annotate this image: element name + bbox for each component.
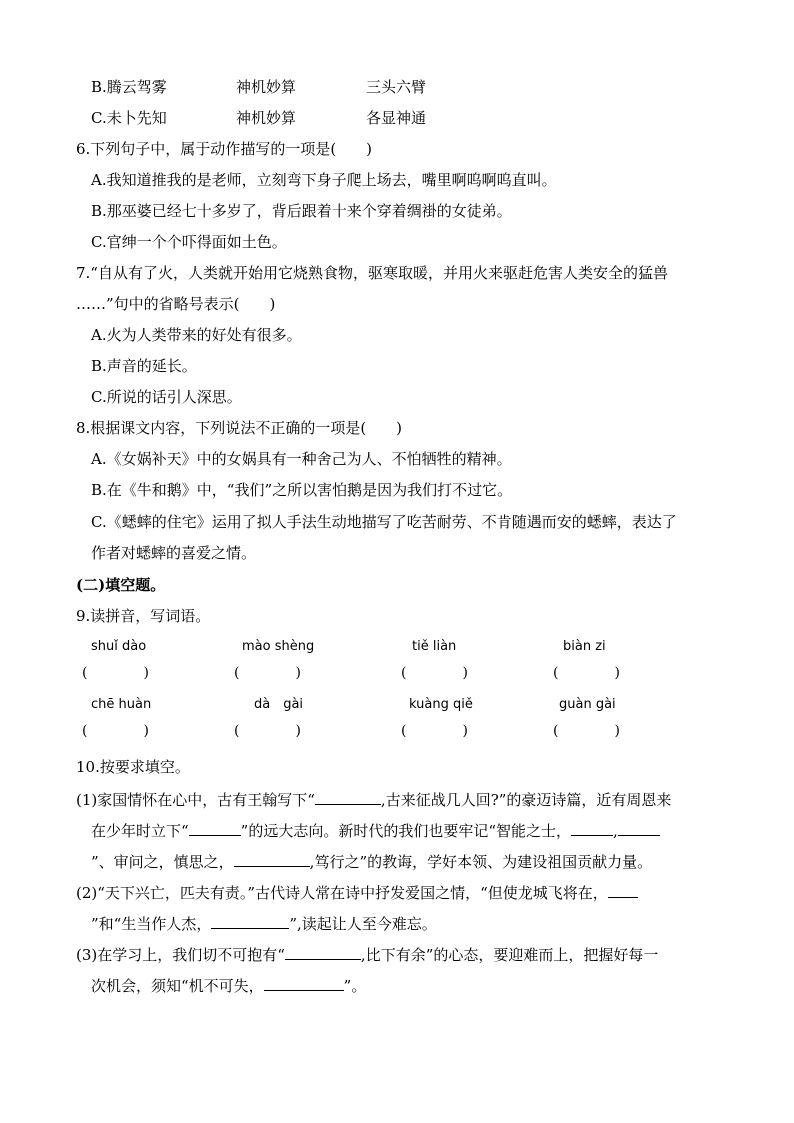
fill-blank[interactable] — [618, 819, 660, 836]
q7-stem-line2: ……”句中的省略号表示( ) — [76, 295, 276, 313]
fill-blank[interactable] — [571, 819, 613, 836]
fill-blank[interactable] — [315, 788, 381, 805]
fill-blank[interactable] — [189, 819, 241, 836]
pinyin-3: tiě liàn — [412, 639, 457, 654]
q10-part3-line1: (3)在学习上，我们切不可抱有“ ,比下有余”的心态，要迎难而上，把握好每一 — [76, 943, 658, 965]
q7-option-a: A.火为人类带来的好处有很多。 — [91, 326, 302, 344]
answer-blank-8[interactable]: ( ) — [553, 723, 620, 739]
pinyin-2: mào shèng — [242, 639, 315, 654]
q8-option-c-line2: 作者对蟋蟀的喜爱之情。 — [91, 544, 257, 562]
q7-option-b: B.声音的延长。 — [91, 357, 197, 375]
q10-part1-line2: 在少年时立下“ ”的远大志向。新时代的我们也要牢记“智能之士， , — [91, 819, 660, 841]
answer-blank-1[interactable]: ( ) — [82, 665, 149, 681]
fill-blank[interactable] — [608, 881, 638, 898]
fill-blank[interactable] — [285, 943, 361, 960]
q8-option-b: B.在《牛和鹅》中，“我们”之所以害怕鹅是因为我们打不过它。 — [91, 481, 513, 499]
q5-option-c-word2: 神机妙算 — [236, 109, 297, 127]
q5-option-b-word3: 三头六臂 — [366, 78, 427, 96]
q8-option-c-line1: C.《蟋蟀的住宅》运用了拟人手法生动地描写了吃苦耐劳、不肯随遇而安的蟋蟀，表达了 — [91, 513, 677, 531]
answer-blank-6[interactable]: ( ) — [234, 723, 301, 739]
q9-stem: 9.读拼音，写词语。 — [76, 607, 211, 625]
q5-option-b-label: B.腾云驾雾 — [91, 78, 167, 96]
q8-stem: 8.根据课文内容，下列说法不正确的一项是( ) — [76, 419, 403, 437]
answer-blank-2[interactable]: ( ) — [234, 665, 301, 681]
answer-blank-7[interactable]: ( ) — [401, 723, 468, 739]
pinyin-5: chē huàn — [91, 697, 152, 712]
answer-blank-3[interactable]: ( ) — [401, 665, 468, 681]
pinyin-1: shuǐ dào — [91, 639, 147, 654]
q10-part1-line1: (1)家国情怀在心中，古有王翰写下“ ,古来征战几人回?”的豪迈诗篇，近有周恩来 — [76, 788, 671, 810]
fill-blank[interactable] — [234, 850, 310, 867]
fill-blank[interactable] — [211, 912, 289, 929]
q10-part3-line2: 次机会，须知“机不可失， ”。 — [91, 974, 366, 996]
q5-option-b-word2: 神机妙算 — [236, 78, 297, 96]
q7-option-c: C.所说的话引人深思。 — [91, 388, 242, 406]
q7-stem-line1: 7.“自从有了火，人类就开始用它烧熟食物，驱寒取暖，并用火来驱赶危害人类安全的猛兽 — [76, 264, 668, 282]
q6-option-b: B.那巫婆已经七十多岁了，背后跟着十来个穿着绸褂的女徒弟。 — [91, 202, 512, 220]
q8-option-a: A.《女娲补天》中的女娲具有一种舍己为人、不怕牺牲的精神。 — [91, 450, 512, 468]
answer-blank-4[interactable]: ( ) — [553, 665, 620, 681]
q5-option-c-label: C.未卜先知 — [91, 109, 167, 127]
q10-stem: 10.按要求填空。 — [76, 758, 190, 776]
q10-part1-line3: ”、审问之，慎思之， ,笃行之”的教诲，学好本领、为建设祖国贡献力量。 — [91, 850, 652, 872]
pinyin-6: dà gài — [254, 697, 304, 712]
q6-option-c: C.官绅一个个吓得面如土色。 — [91, 233, 287, 251]
answer-blank-5[interactable]: ( ) — [82, 723, 149, 739]
pinyin-7: kuàng qiě — [409, 697, 473, 712]
q5-option-c-word3: 各显神通 — [366, 109, 427, 127]
section-2-title: (二)填空题。 — [76, 576, 166, 594]
q10-part2-line2: ”和“生当作人杰， ”,读起让人至今难忘。 — [91, 912, 437, 934]
q6-stem: 6.下列句子中，属于动作描写的一项是( ) — [76, 140, 373, 158]
q10-part2-line1: (2)“天下兴亡，匹夫有责。”古代诗人常在诗中抒发爱国之情，“但使龙城飞将在， — [76, 881, 638, 903]
pinyin-4: biàn zi — [563, 639, 606, 654]
q6-option-a: A.我知道推我的是老师，立刻弯下身子爬上场去，嘴里啊呜啊呜直叫。 — [91, 171, 557, 189]
pinyin-8: guàn gài — [559, 697, 616, 712]
fill-blank[interactable] — [264, 974, 344, 991]
